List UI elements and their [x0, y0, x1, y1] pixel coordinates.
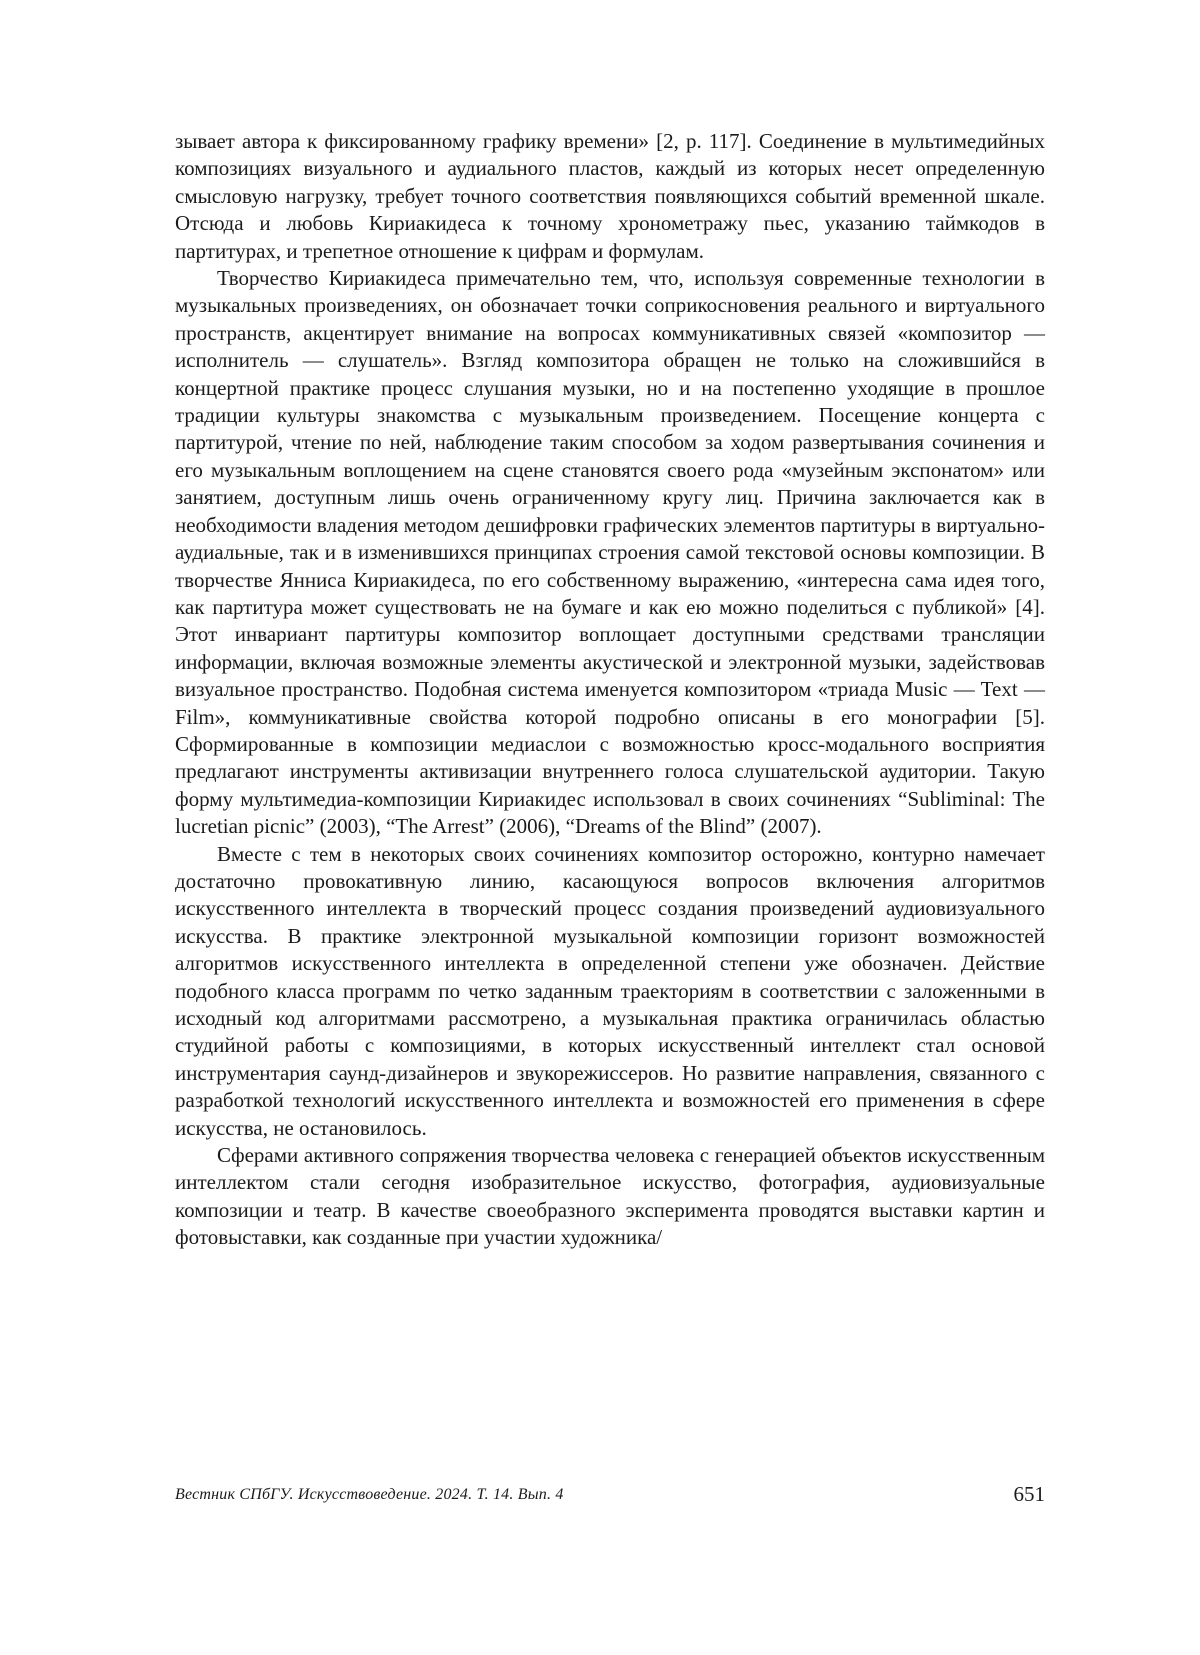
- page-footer: [175, 1482, 1045, 1512]
- paragraph-kyriakides-technologies: Творчество Кириакидеса примечательно тем, что, используя современные технологии в музыкальных произведениях, он обозначает точки соприкосновения реального и виртуального пространств, акцентирует внимание на вопросах коммуникативных связей «композитор — исполнитель — слушатель». Взгляд композитора обращен не только на сложившийся в концертной практике процесс слушания музыки, но и на постепенно уходящие в прошлое традиции культуры знакомства с музыкальным произведением. Посещение концерта с партитурой, чтение по ней, наблюдение таким способом за ходом развертывания сочинения и его музыкальным воплощением на сцене становятся своего рода «музейным экспонатом» или занятием, доступным лишь очень ограниченному кругу лиц. Причина заключается как в необходимости владения методом дешифровки графических элементов партитуры в виртуально-аудиальные, так и в изменившихся принципах строения самой текстовой основы композиции. В творчестве Янниса Кириакидеса, по его собственному выражению, «интересна сама идея того, как партитура может существовать не на бумаге и как ею можно поделиться с публикой» [4]. Этот инвариант партитуры композитор воплощает доступными средствами трансляции информации, включая возможные элементы акустической и электронной музыки, задействовав визуальное пространство. Подобная система именуется композитором «триада Music — Text — Film», коммуникативные свойства которой подробно описаны в его монографии [5]. Сформированные в композиции медиаслои с возможностью кросс-модального восприятия предлагают инструменты активизации внутреннего голоса слушательской аудитории. Такую форму мультимедиа-композиции Кириакидес использовал в своих сочинениях “Subliminal: The lucretian picnic” (2003), “The Arrest” (2006), “Dreams of the Blind” (2007).: [175, 266, 1045, 839]
- paragraph-human-ai-creativity: Сферами активного сопряжения творчества человека с генерацией объектов искусственным интеллектом стали сегодня изобразительное искусство, фотография, аудиовизуальные композиции и театр. В качестве своеобразного эксперимента проводятся выставки картин и фотовыставки, как созданные при участии художника/: [175, 1143, 1045, 1250]
- journal-citation: Вестник СПбГУ. Искусствоведение. 2024. Т. 14. Вып. 4: [175, 1486, 564, 1503]
- article-body: [175, 128, 1045, 1252]
- paragraph-continuation: зывает автора к фиксированному графику времени» [2, p. 117]. Соединение в мультимедийных композициях визуального и аудиального пластов, каждый из которых несет определенную смысловую нагрузку, требует точного соответствия появляющихся событий временной шкале. Отсюда и любовь Кириакидеса к точному хронометражу пьес, указанию таймкодов в партитурах, и трепетное отношение к цифрам и формулам.: [175, 129, 1045, 263]
- paragraph-artificial-intelligence: Вместе с тем в некоторых своих сочинениях композитор осторожно, контурно намечает достаточно провокативную линию, касающуюся вопросов включения алгоритмов искусственного интеллекта в творческий процесс создания произведений аудиовизуального искусства. В практике электронной музыкальной композиции горизонт возможностей алгоритмов искусственного интеллекта в определенной степени уже обозначен. Действие подобного класса программ по четко заданным траекториям в соответствии с заложенными в исходный код алгоритмами рассмотрено, а музыкальная практика ограничилась областью студийной работы с композициями, в которых искусственный интеллект стал основой инструментария саунд-дизайнеров и звукорежиссеров. Но развитие направления, связанного с разработкой технологий искусственного интеллекта и возможностей его применения в сфере искусства, не остановилось.: [175, 841, 1045, 1140]
- page-number: 651: [1013, 1482, 1045, 1506]
